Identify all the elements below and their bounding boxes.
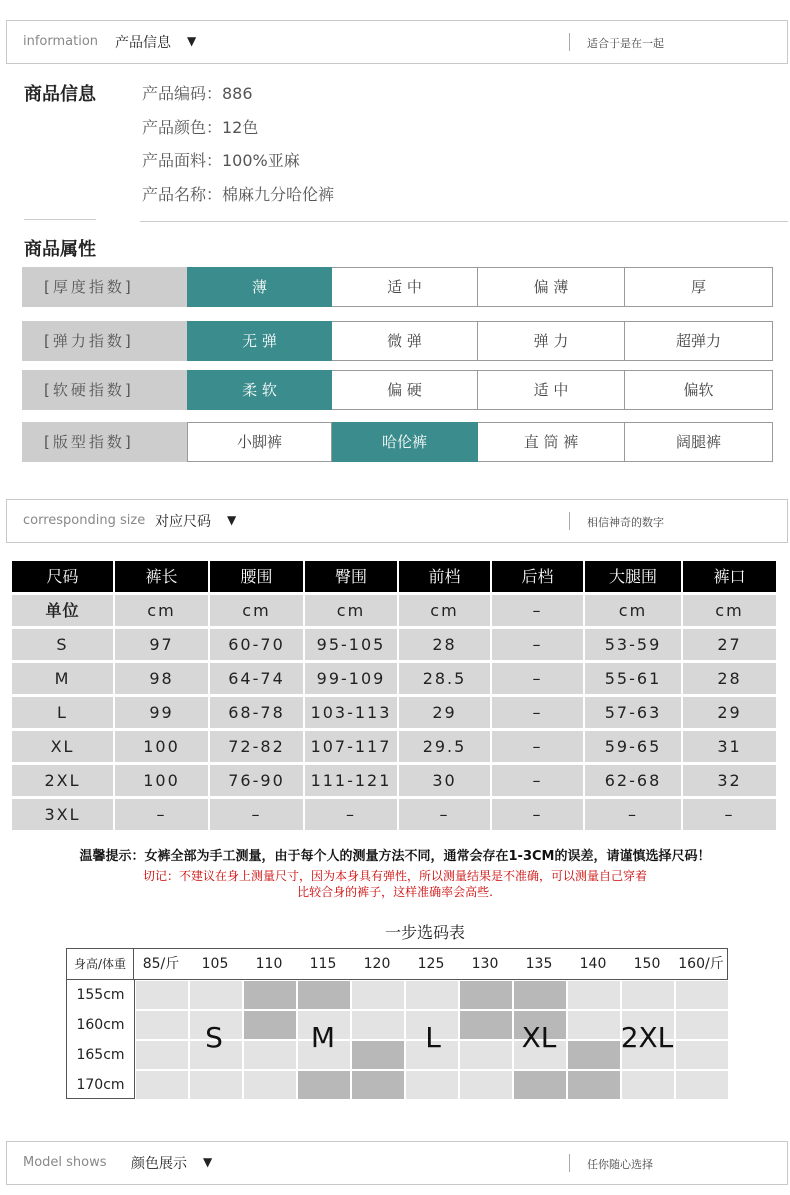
attribute-option: 偏软 [625,370,773,410]
attribute-label: [版型指数] [22,422,187,462]
header-en-label: corresponding size [23,513,146,528]
table-header-cell: 裤长 [115,561,208,592]
table-cell: – [492,663,583,694]
table-cell: cm [399,595,490,626]
grid-weight-header: 140 [579,956,607,972]
attribute-option: 适 中 [478,370,625,410]
grid-cell [513,980,567,1010]
attribute-option: 厚 [625,267,773,307]
attributes-title: 商品属性 [24,239,96,260]
grid-weight-header: 120 [363,956,391,972]
table-cell: 28 [399,629,490,660]
grid-cell [297,1070,351,1100]
table-header-cell: 裤口 [683,561,776,592]
table-cell: 64-74 [210,663,303,694]
table-cell: 97 [115,629,208,660]
attribute-option: 薄 [187,267,332,307]
table-cell: – [210,799,303,830]
header-en-label: information [23,34,99,49]
table-cell: 59-65 [585,731,681,762]
header-tagline: 相信神奇的数字 [587,516,664,529]
table-cell: 95-105 [305,629,397,660]
grid-cell [351,980,405,1010]
table-cell: 3XL [12,799,113,830]
header-tagline: 适合于是在一起 [587,37,664,50]
grid-size-label: M [310,1021,336,1054]
table-cell: 98 [115,663,208,694]
grid-weight-header: 105 [201,956,229,972]
grid-cell [621,980,675,1010]
triangle-down-icon: ▼ [203,1155,213,1169]
table-cell: 60-70 [210,629,303,660]
attribute-option: 小脚裤 [187,422,332,462]
triangle-down-icon: ▼ [187,34,197,48]
table-cell: cm [305,595,397,626]
table-cell: – [585,799,681,830]
grid-cell [459,1070,513,1100]
table-cell: 57-63 [585,697,681,728]
grid-cell [567,1070,621,1100]
grid-cell [405,980,459,1010]
table-cell: 32 [683,765,776,796]
attribute-option: 无 弹 [187,321,332,361]
table-header-cell: 臀围 [305,561,397,592]
table-cell: 31 [683,731,776,762]
grid-cell [297,980,351,1010]
table-cell: 29 [399,697,490,728]
grid-cell [459,980,513,1010]
section-header-model [6,1141,788,1185]
attribute-option: 偏 薄 [478,267,625,307]
header-divider [569,1154,570,1172]
product-fabric: 产品面料：100%亚麻 [142,151,300,170]
table-cell: M [12,663,113,694]
attribute-label: [厚度指数] [22,267,187,307]
table-cell: 72-82 [210,731,303,762]
grid-size-label: L [425,1021,441,1054]
attribute-option: 偏 硬 [332,370,478,410]
attribute-row [22,422,773,462]
table-header-cell: 尺码 [12,561,113,592]
triangle-down-icon: ▼ [227,513,237,527]
attribute-row [22,370,773,410]
header-cn-label: 颜色展示 [131,1156,187,1172]
table-cell: 76-90 [210,765,303,796]
attribute-row [22,267,773,307]
table-cell: S [12,629,113,660]
grid-height-label: 165cm [76,1047,125,1063]
grid-height-label: 170cm [76,1077,125,1093]
grid-cell [405,1070,459,1100]
table-cell: – [492,629,583,660]
caution-note: 切记：不建议在身上测量尺寸，因为本身具有弹性，所以测量结果是不准确，可以测量自己穿着 [142,869,647,883]
attribute-option: 阔腿裤 [625,422,773,462]
table-header-cell: 腰围 [210,561,303,592]
grid-weight-header: 130 [471,956,499,972]
attribute-option: 直 筒 裤 [478,422,625,462]
grid-height-label: 160cm [76,1017,125,1033]
attribute-option: 弹 力 [478,321,625,361]
table-cell: – [492,799,583,830]
table-cell: 单位 [12,595,113,626]
grid-cell [135,980,189,1010]
table-cell: – [305,799,397,830]
product-name: 产品名称：棉麻九分哈伦裤 [142,185,335,204]
attribute-label: [软硬指数] [22,370,187,410]
grid-size-label: S [205,1021,223,1054]
table-cell: 99-109 [305,663,397,694]
grid-cell [189,980,243,1010]
table-cell: 100 [115,765,208,796]
table-cell: cm [115,595,208,626]
table-cell: – [492,731,583,762]
grid-weight-header: 110 [255,956,283,972]
table-cell: 55-61 [585,663,681,694]
grid-weight-header: 135 [525,956,553,972]
attribute-option: 哈伦裤 [332,422,478,462]
header-tagline: 任你随心选择 [587,1158,653,1171]
table-cell: – [115,799,208,830]
grid-size-label: 2XL [620,1021,674,1054]
table-cell: 27 [683,629,776,660]
table-cell: 99 [115,697,208,728]
section-header-information [6,20,788,64]
table-cell: 107-117 [305,731,397,762]
divider [140,221,788,222]
grid-cell [513,1070,567,1100]
table-cell: cm [210,595,303,626]
grid-corner-label: 身高/体重 [67,949,134,979]
product-color: 产品颜色：12色 [142,118,259,137]
table-cell: – [492,595,583,626]
grid-weight-header: 150 [633,956,661,972]
grid-cell [621,1070,675,1100]
table-cell: 111-121 [305,765,397,796]
table-cell: XL [12,731,113,762]
attribute-option: 柔 软 [187,370,332,410]
size-selection-grid [66,948,728,1099]
grid-cell [243,1070,297,1100]
table-cell: 53-59 [585,629,681,660]
table-cell: 2XL [12,765,113,796]
grid-weight-header: 125 [417,956,445,972]
grid-size-label: XL [521,1021,557,1054]
attribute-row [22,321,773,361]
header-divider [569,33,570,51]
header-cn-label: 产品信息 [115,35,171,51]
grid-weight-header: 115 [309,956,337,972]
header-divider [569,512,570,530]
table-cell: L [12,697,113,728]
table-cell: 103-113 [305,697,397,728]
product-info-title: 商品信息 [24,84,96,105]
table-cell: 100 [115,731,208,762]
header-en-label: Model shows [23,1155,107,1170]
grid-cell [243,980,297,1010]
divider [24,219,96,220]
table-cell: 28 [683,663,776,694]
attribute-option: 微 弹 [332,321,478,361]
grid-cell [675,980,729,1010]
table-cell: 28.5 [399,663,490,694]
table-header-cell: 大腿围 [585,561,681,592]
table-cell: – [492,765,583,796]
header-cn-label: 对应尺码 [155,514,211,530]
table-cell: 62-68 [585,765,681,796]
grid-height-label: 155cm [76,987,125,1003]
attribute-option: 适 中 [332,267,478,307]
table-cell: – [683,799,776,830]
table-cell: 68-78 [210,697,303,728]
table-header-cell: 前档 [399,561,490,592]
table-cell: cm [683,595,776,626]
table-cell: 29 [683,697,776,728]
table-cell: 29.5 [399,731,490,762]
grid-weight-header: 160/斤 [678,956,724,972]
grid-cell [189,1070,243,1100]
warm-tip: 温馨提示：女裤全部为手工测量，由于每个人的测量方法不同，通常会存在1-3CM的误差，请谨慎选择尺码！ [79,849,711,864]
attribute-option: 超弹力 [625,321,773,361]
grid-cell [351,1070,405,1100]
section-header-size [6,499,788,543]
table-header-cell: 后档 [492,561,583,592]
grid-cell [135,1070,189,1100]
table-cell: cm [585,595,681,626]
grid-cell [567,980,621,1010]
table-cell: 30 [399,765,490,796]
grid-cell [675,1070,729,1100]
grid-weight-header: 85/斤 [142,956,180,972]
product-code: 产品编码：886 [142,84,253,103]
size-grid-title: 一步选码表 [384,923,465,942]
attribute-label: [弹力指数] [22,321,187,361]
caution-note-cont: 比较合身的裤子，这样准确率会高些. [297,885,493,899]
table-cell: – [492,697,583,728]
table-cell: – [399,799,490,830]
